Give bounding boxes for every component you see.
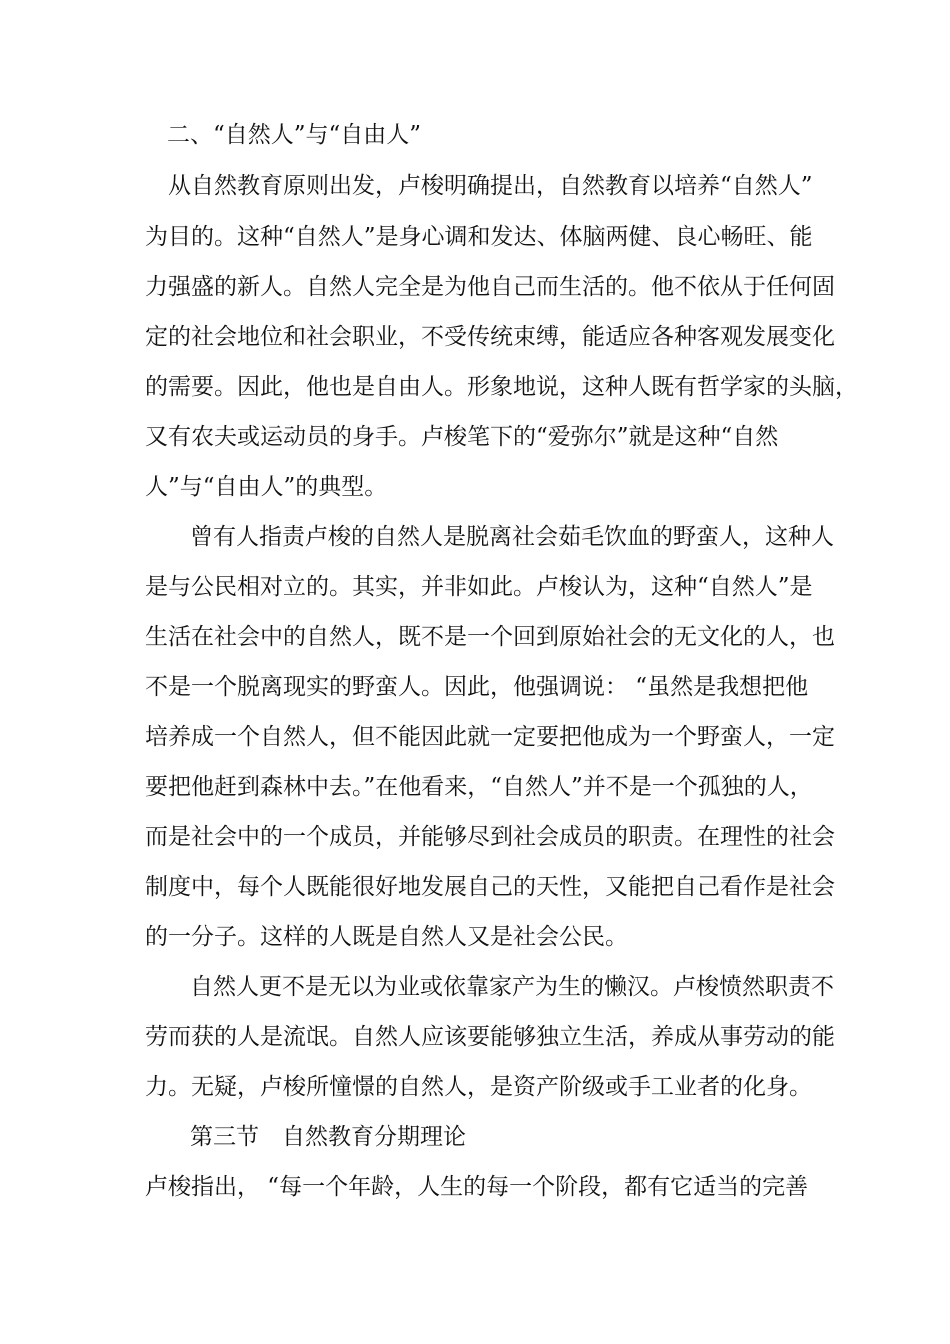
paragraph-1-line-3: 力强盛的新人。自然人完全是为他自己而生活的。他不依从于任何固 (145, 274, 835, 300)
paragraph-2-line-4: 不是一个脱离现实的野蛮人。因此，他强调说： “虽然是我想把他 (145, 674, 809, 700)
paragraph-2-line-5: 培养成一个自然人，但不能因此就一定要把他成为一个野蛮人，一定 (145, 724, 835, 750)
paragraph-2-line-2: 是与公民相对立的。其实，并非如此。卢梭认为，这种“自然人”是 (145, 574, 813, 600)
section-heading: 二、“自然人”与“自由人” (167, 122, 422, 148)
paragraph-1-line-1: 从自然教育原则出发，卢梭明确提出，自然教育以培养“自然人” (168, 173, 813, 199)
paragraph-2-line-9: 的一分子。这样的人既是自然人又是社会公民。 (145, 924, 628, 950)
paragraph-2-line-8: 制度中，每个人既能很好地发展自己的天性，又能把自己看作是社会 (145, 874, 835, 900)
paragraph-1-line-4: 定的社会地位和社会职业，不受传统束缚，能适应各种客观发展变化 (145, 324, 835, 350)
paragraph-1-line-6: 又有农夫或运动员的身手。卢梭笔下的“爱弥尔”就是这种“自然 (145, 424, 779, 450)
paragraph-1-line-5: 的需要。因此，他也是自由人。形象地说，这种人既有哲学家的头脑， (145, 374, 858, 400)
paragraph-3-line-1: 自然人更不是无以为业或依靠家产为生的懒汉。卢梭愤然职责不 (190, 974, 834, 1000)
paragraph-2-line-1: 曾有人指责卢梭的自然人是脱离社会茹毛饮血的野蛮人，这种人 (190, 524, 834, 550)
paragraph-4-line-1: 卢梭指出， “每一个年龄，人生的每一个阶段，都有它适当的完善 (145, 1174, 809, 1200)
paragraph-3-line-3: 力。无疑，卢梭所憧憬的自然人，是资产阶级或手工业者的化身。 (145, 1074, 812, 1100)
section-3-heading: 第三节 自然教育分期理论 (190, 1124, 466, 1150)
paragraph-2-line-3: 生活在社会中的自然人，既不是一个回到原始社会的无文化的人，也 (145, 624, 835, 650)
paragraph-2-line-6: 要把他赶到森林中去。”在他看来，“自然人”并不是一个孤独的人， (145, 774, 813, 800)
paragraph-1-line-7: 人”与“自由人”的典型。 (145, 474, 388, 500)
paragraph-1-line-2: 为目的。这种“自然人”是身心调和发达、体脑两健、良心畅旺、能 (145, 224, 813, 250)
paragraph-3-line-2: 劳而获的人是流氓。自然人应该要能够独立生活，养成从事劳动的能 (145, 1024, 835, 1050)
paragraph-2-line-7: 而是社会中的一个成员，并能够尽到社会成员的职责。在理性的社会 (145, 824, 835, 850)
